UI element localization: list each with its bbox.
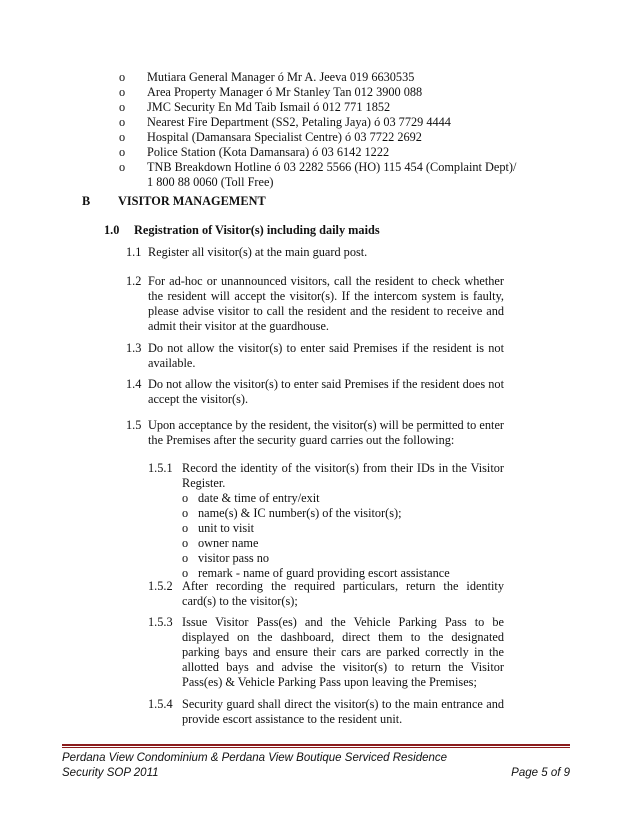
clause-body <box>182 461 504 581</box>
contact-text: TNB Breakdown Hotline ó 03 2282 5566 (HO) 115 454 (Complaint Dept)/ 1 800 88 0060 (Toll Free) <box>147 160 517 189</box>
clause-number: 1.1 <box>126 245 142 259</box>
bullet: o <box>119 85 126 99</box>
clause-text: Upon acceptance by the resident, the visitor(s) will be permitted to enter the Premises after the security guard carries out the following: <box>148 418 504 447</box>
bullet: o <box>119 70 126 84</box>
contact-text: Police Station (Kota Damansara) ó 03 6142 1222 <box>147 145 390 159</box>
bullet: o <box>182 491 189 505</box>
subsection-title: Registration of Visitor(s) including daily maids <box>134 223 380 237</box>
bullet: o <box>182 536 189 550</box>
clause-number: 1.4 <box>126 377 142 391</box>
clause-text: Register all visitor(s) at the main guard post. <box>148 245 368 259</box>
list-item-text: owner name <box>198 536 259 550</box>
bullet: o <box>182 566 189 580</box>
section-heading <box>82 194 266 209</box>
clause-1-3 <box>126 341 504 371</box>
list-item <box>182 491 504 506</box>
list-item-text: remark - name of guard providing escort assistance <box>198 566 450 580</box>
contact-text: Area Property Manager ó Mr Stanley Tan 012 3900 088 <box>147 85 423 99</box>
page-number: Page 5 of 9 <box>511 767 570 779</box>
clause-text: Do not allow the visitor(s) to enter said Premises if the resident does not accept the visitor(s). <box>148 377 504 406</box>
subsection-heading <box>104 223 380 238</box>
list-item <box>119 100 519 115</box>
clause-number: 1.5.2 <box>148 579 173 593</box>
clause-1-5-4 <box>148 697 504 727</box>
section-letter: B <box>82 194 91 208</box>
footer-title: Perdana View Condominium & Perdana View Boutique Serviced Residence <box>62 752 448 764</box>
list-item <box>182 551 504 566</box>
clause-text: Security guard shall direct the visitor(s) to the main entrance and provide escort assistance to the resident unit. <box>182 697 504 726</box>
clause-text: After recording the required particulars, return the identity card(s) to the visitor(s); <box>182 579 504 608</box>
clause-1-5-2 <box>148 579 504 609</box>
list-item <box>182 536 504 551</box>
contact-text: JMC Security En Md Taib Ismail ó 012 771 1852 <box>147 100 391 114</box>
clause-1-4 <box>126 377 504 407</box>
list-item <box>182 506 504 521</box>
clause-1-5 <box>126 418 504 448</box>
subsection-number: 1.0 <box>104 223 120 237</box>
bullet: o <box>182 506 189 520</box>
footer-divider <box>62 744 570 746</box>
section-title: VISITOR MANAGEMENT <box>118 194 266 208</box>
bullet: o <box>182 551 189 565</box>
bullet: o <box>119 145 126 159</box>
contact-text: Mutiara General Manager ó Mr A. Jeeva 019 6630535 <box>147 70 415 84</box>
contact-text: Nearest Fire Department (SS2, Petaling Jaya) ó 03 7729 4444 <box>147 115 451 129</box>
list-item-text: name(s) & IC number(s) of the visitor(s); <box>198 506 402 520</box>
clause-1-5-3 <box>148 615 504 690</box>
clause-text: Record the identity of the visitor(s) from their IDs in the Visitor Register. <box>182 461 504 490</box>
clause-1-5-1 <box>148 461 504 581</box>
clause-number: 1.5.1 <box>148 461 173 475</box>
clause-number: 1.5.3 <box>148 615 173 629</box>
clause-number: 1.3 <box>126 341 142 355</box>
clause-text: For ad-hoc or unannounced visitors, call the resident to check whether the resident will accept the visitor(s). If the intercom system is faulty, please advise visitor to call the resident and the resident to receive and admit their visitor at the guardhouse. <box>148 274 504 333</box>
footer-bottom <box>62 766 570 781</box>
list-item <box>119 70 519 85</box>
bullet: o <box>182 521 189 535</box>
bullet: o <box>119 115 126 129</box>
list-item-text: visitor pass no <box>198 551 270 565</box>
clause-1-2 <box>126 274 504 334</box>
clause-number: 1.5.4 <box>148 697 173 711</box>
clause-number: 1.5 <box>126 418 142 432</box>
list-item-text: unit to visit <box>198 521 255 535</box>
clause-1-1 <box>126 245 504 260</box>
list-item <box>119 85 519 100</box>
bullet: o <box>119 130 126 144</box>
contact-list <box>119 70 519 190</box>
clause-text: Do not allow the visitor(s) to enter said Premises if the resident is not available. <box>148 341 504 370</box>
contact-text: Hospital (Damansara Specialist Centre) ó 03 7722 2692 <box>147 130 422 144</box>
footer-divider <box>62 747 570 748</box>
list-item-text: date & time of entry/exit <box>198 491 320 505</box>
list-item <box>119 160 519 190</box>
list-item <box>119 130 519 145</box>
clause-text: Issue Visitor Pass(es) and the Vehicle Parking Pass to be displayed on the dashboard, direct them to the designated parking bays and ensure their cars are parked correctly in the allotted bays and advise the visitor(s) to return the Visitor Pass(es) & Vehicle Parking Pass upon leaving the Premises; <box>182 615 504 689</box>
list-item <box>119 115 519 130</box>
footer-doc-name: Security SOP 2011 <box>62 767 159 779</box>
bullet: o <box>119 160 126 174</box>
list-item <box>182 521 504 536</box>
bullet: o <box>119 100 126 114</box>
list-item <box>119 145 519 160</box>
clause-number: 1.2 <box>126 274 142 288</box>
